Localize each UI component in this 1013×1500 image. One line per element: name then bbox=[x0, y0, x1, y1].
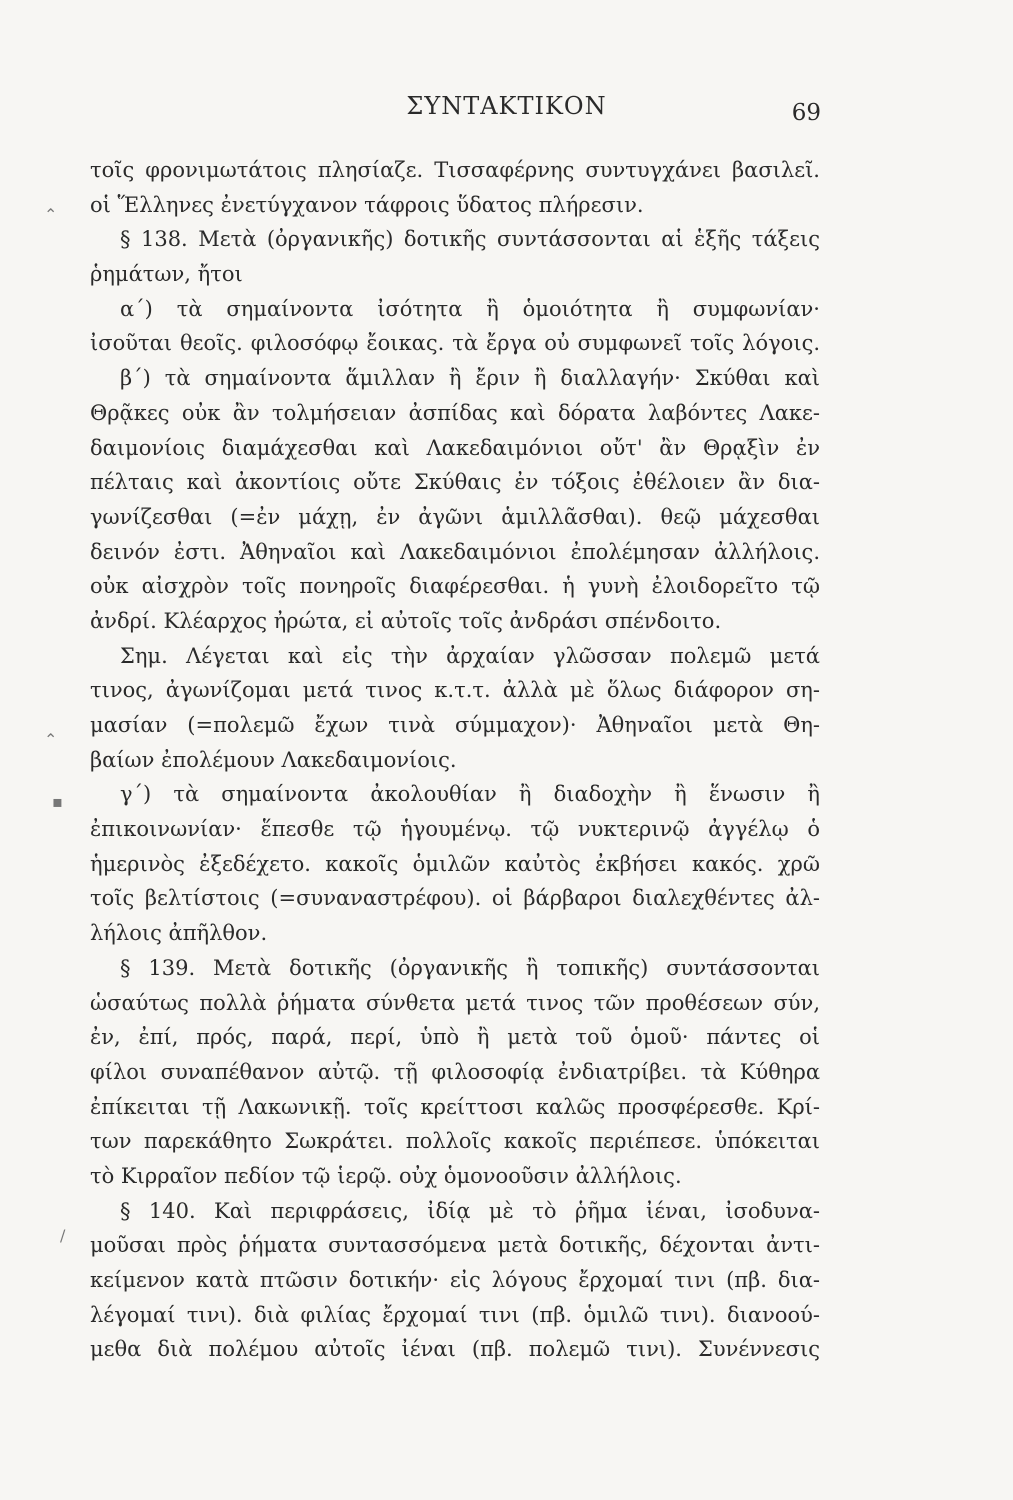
text-line: § 139. Μετὰ δοτικῆς (ὀργανικῆς ἢ τοπικῆς) συντάσσονται bbox=[120, 955, 820, 980]
text-line: τοῖς φρονιμωτάτοις πλησίαζε. Τισσαφέρνης συντυγχάνει βασιλεῖ. bbox=[90, 158, 820, 182]
text-line: δαιμονίοις διαμάχεσθαι καὶ Λακεδαιμόνιοι οὔτ' ἂν Θρᾳξὶν ἐν bbox=[90, 435, 820, 460]
text-line: μοῦσαι πρὸς ῥήματα συντασσόμενα μετὰ δοτικῆς, δέχονται ἀντι- bbox=[90, 1233, 820, 1258]
text-line: φίλοι συναπέθανον αὐτῷ. τῇ φιλοσοφίᾳ ἐνδιατρίβει. τὰ Κύθηρα bbox=[90, 1059, 820, 1084]
text-line: των παρεκάθητο Σωκράτει. πολλοῖς κακοῖς περιέπεσε. ὑπόκειται bbox=[90, 1129, 820, 1154]
text-line: γωνίζεσθαι (=ἐν μάχῃ, ἐν ἀγῶνι ἁμιλλᾶσθαι). θεῷ μάχεσθαι bbox=[90, 504, 820, 529]
text-line: πέλταις καὶ ἀκοντίοις οὔτε Σκύθαις ἐν τόξοις ἐθέλοιεν ἂν δια- bbox=[90, 470, 820, 495]
text-line: ὡσαύτως πολλὰ ῥήματα σύνθετα μετά τινος τῶν προθέσεων σύν, bbox=[90, 990, 820, 1015]
page-number: 69 bbox=[791, 100, 821, 126]
text-line: ἡμερινὸς ἐξεδέχετο. κακοῖς ὁμιλῶν καὐτὸς ἐκβήσει κακός. χρῶ bbox=[90, 851, 820, 876]
text-line: § 140. Καὶ περιφράσεις, ἰδίᾳ μὲ τὸ ῥῆμα ἰέναι, ἰσοδυνα- bbox=[120, 1198, 820, 1223]
text-line: δεινόν ἐστι. Ἀθηναῖοι καὶ Λακεδαιμόνιοι ἐπολέμησαν ἀλλήλοις. bbox=[90, 539, 820, 564]
text-line: γ΄) τὰ σημαίνοντα ἀκολουθίαν ἢ διαδοχὴν ἢ ἕνωσιν ἢ bbox=[120, 782, 820, 807]
text-line: § 138. Μετὰ (ὀργανικῆς) δοτικῆς συντάσσονται αἱ ἑξῆς τάξεις bbox=[120, 227, 820, 252]
margin-mark: ▪ bbox=[52, 792, 63, 811]
text-line: ἐν, ἐπί, πρός, παρά, περί, ὑπὸ ἢ μετὰ τοῦ ὁμοῦ· πάντες οἱ bbox=[90, 1025, 820, 1050]
margin-mark: ⌃ bbox=[44, 205, 58, 224]
text-line: β΄) τὰ σημαίνοντα ἅμιλλαν ἢ ἔριν ἢ διαλλαγήν· Σκύθαι καὶ bbox=[120, 366, 820, 391]
body-text bbox=[90, 153, 820, 1367]
text-line: τοῖς βελτίστοις (=συναναστρέφου). οἱ βάρβαροι διαλεχθέντες ἀλ- bbox=[90, 886, 820, 911]
text-line: τινος, ἀγωνίζομαι μετά τινος κ.τ.τ. ἀλλὰ μὲ ὅλως διάφορον ση- bbox=[90, 678, 820, 703]
text-line: Σημ. Λέγεται καὶ εἰς τὴν ἀρχαίαν γλῶσσαν πολεμῶ μετά bbox=[120, 643, 820, 668]
text-line: λήλοις ἀπῆλθον. bbox=[90, 921, 268, 946]
page-header bbox=[0, 92, 1013, 132]
margin-mark: ⌃ bbox=[44, 730, 58, 749]
margin-mark: / bbox=[60, 1226, 66, 1245]
text-line: βαίων ἐπολέμουν Λακεδαιμονίοις. bbox=[90, 747, 457, 772]
text-line: α΄) τὰ σημαίνοντα ἰσότητα ἢ ὁμοιότητα ἢ συμφωνίαν· bbox=[120, 296, 820, 321]
text-line: μασίαν (=πολεμῶ ἔχων τινὰ σύμμαχον)· Ἀθηναῖοι μετὰ Θη- bbox=[90, 713, 820, 737]
text-line: τὸ Κιρραῖον πεδίον τῷ ἱερῷ. οὐχ ὁμονοοῦσιν ἀλλήλοις. bbox=[90, 1163, 682, 1188]
text-line: μεθα διὰ πολέμου αὐτοῖς ἰέναι (πβ. πολεμῶ τινι). Συνέννεσις bbox=[90, 1337, 820, 1362]
text-line: ἐπίκειται τῇ Λακωνικῇ. τοῖς κρείττοσι καλῶς προσφέρεσθε. Κρί- bbox=[90, 1094, 820, 1119]
text-line: ἐπικοινωνίαν· ἕπεσθε τῷ ἡγουμένῳ. τῷ νυκτερινῷ ἀγγέλῳ ὁ bbox=[90, 817, 820, 842]
text-line: κείμενον κατὰ πτῶσιν δοτικήν· εἰς λόγους ἔρχομαί τινι (πβ. δια- bbox=[90, 1268, 820, 1292]
text-line: ἀνδρί. Κλέαρχος ἠρώτα, εἰ αὐτοῖς τοῖς ἀνδράσι σπένδοιτο. bbox=[90, 608, 722, 633]
text-line: οἱ Ἕλληνες ἐνετύγχανον τάφροις ὕδατος πλήρεσιν. bbox=[90, 192, 644, 217]
text-line: λέγομαί τινι). διὰ φιλίας ἔρχομαί τινι (πβ. ὁμιλῶ τινι). διανοού- bbox=[90, 1302, 820, 1327]
running-head: ΣΥΝΤΑΚΤΙΚΟΝ bbox=[406, 92, 607, 120]
text-line: ῥημάτων, ἤτοι bbox=[90, 262, 243, 287]
text-line: οὐκ αἰσχρὸν τοῖς πονηροῖς διαφέρεσθαι. ἡ γυνὴ ἐλοιδορεῖτο τῷ bbox=[90, 574, 820, 599]
text-line: Θρᾷκες οὐκ ἂν τολμήσειαν ἀσπίδας καὶ δόρατα λαβόντες Λακε- bbox=[90, 400, 820, 425]
text-line: ἰσοῦται θεοῖς. φιλοσόφῳ ἔοικας. τὰ ἔργα οὐ συμφωνεῖ τοῖς λόγοις. bbox=[90, 331, 820, 356]
